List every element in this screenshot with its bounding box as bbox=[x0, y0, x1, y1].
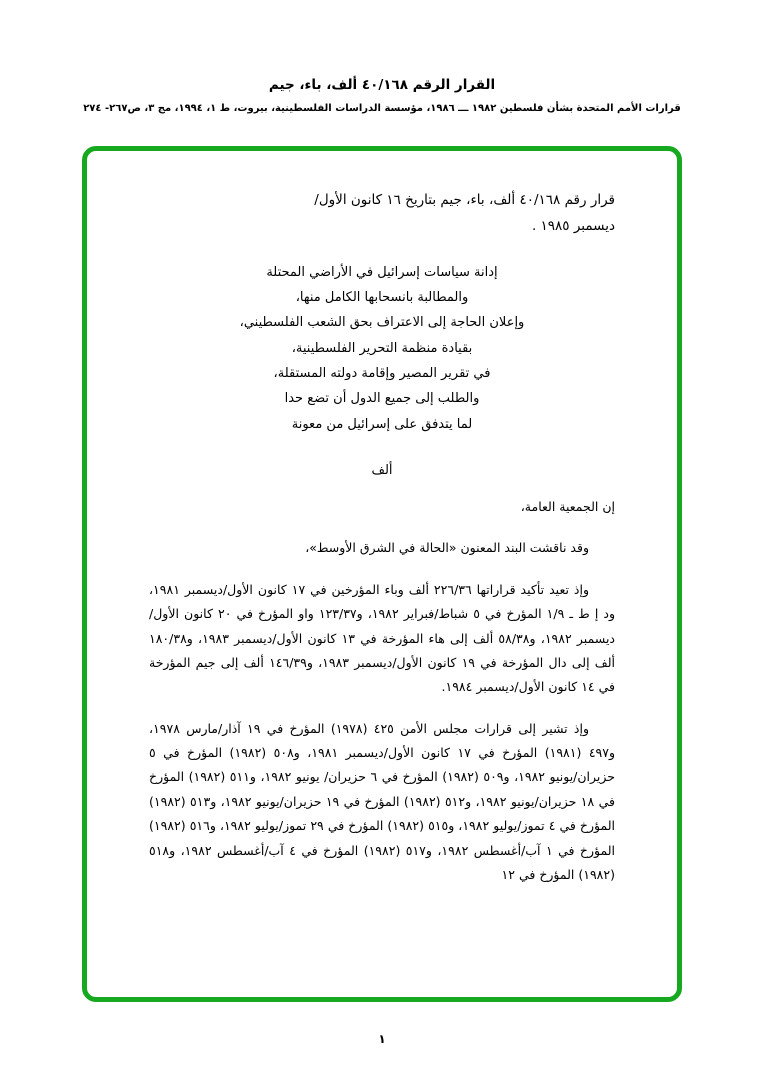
source-citation: قرارات الأمم المتحدة بشأن فلسطين ١٩٨٢ ـــ ١٩٨٦، مؤسسة الدراسات الفلسطينية، بيروت، ط ١، ١٩٩٤، مج ٣، ص٢٦٧- ٢٧٤ bbox=[83, 102, 681, 114]
subtitle-line: إدانة سياسات إسرائيل في الأراضي المحتلة bbox=[266, 264, 498, 280]
content-frame bbox=[82, 146, 682, 1002]
subtitle-line: وإعلان الحاجة إلى الاعتراف بحق الشعب الفلسطيني، bbox=[239, 315, 525, 331]
paragraph-reaffirming-resolutions: وإذ تعيد تأكيد قراراتها ٢٢٦/٣٦ ألف وباء المؤرخين في ١٧ كانون الأول/ديسمبر ١٩٨١، ود إ ط ـ ١/٩ المؤرخ في ٥ شباط/فبراير ١٩٨٢، و١٢٣/٣٧ واو المؤرخ في ٢٠ كانون الأول/ديسمبر ١٩٨٢، و٥٨/٣٨ ألف إلى هاء المؤرخة في ١٣ كانون الأول/ديسمبر ١٩٨٣، و١٨٠/٣٨ ألف إلى دال المؤرخة في ١٩ كانون الأول/ديسمبر ١٩٨٣، و١٤٦/٣٩ ألف إلى جيم المؤرخة في ١٤ كانون الأول/ديسمبر ١٩٨٤. bbox=[149, 581, 615, 695]
content-body bbox=[87, 151, 677, 907]
paragraph-discussed-item: وقد ناقشت البند المعنون «الحالة في الشرق الأوسط»، bbox=[305, 540, 589, 556]
section-letter-alef: ألف bbox=[371, 463, 393, 479]
resolution-heading-line-2: ديسمبر ١٩٨٥ . bbox=[531, 218, 615, 235]
subtitle-line: لما يتدفق على إسرائيل من معونة bbox=[291, 416, 473, 432]
subtitle-line: والمطالبة بانسحابها الكامل منها، bbox=[295, 289, 469, 305]
paragraph-preamble-opening: إن الجمعية العامة، bbox=[520, 499, 615, 515]
page-title: القرار الرقم ٤٠/١٦٨ ألف، باء، جيم bbox=[268, 77, 496, 93]
subtitle-line: في تقرير المصير وإقامة دولته المستقلة، bbox=[273, 366, 491, 381]
subtitle-line: بقيادة منظمة التحرير الفلسطينية، bbox=[291, 340, 473, 356]
subtitle-line: والطلب إلى جميع الدول أن تضع حدا bbox=[284, 391, 480, 407]
paragraph-recalling-security-council: وإذ تشير إلى قرارات مجلس الأمن ٤٢٥ (١٩٧٨) المؤرخ في ١٩ آذار/مارس ١٩٧٨، و٤٩٧ (١٩٨١) المؤرخ في ١٧ كانون الأول/ديسمبر ١٩٨١، و٥٠٨ (١٩٨٢) المؤرخ في ٥ حزيران/يونيو ١٩٨٢، و٥٠٩ (١٩٨٢) المؤرخ في ٦ حزيران/ يونيو ١٩٨٢، و٥١١ (١٩٨٢) المؤرخ في ١٨ حزيران/يونيو ١٩٨٢، و٥١٢ (١٩٨٢) المؤرخ في ١٩ حزيران/يونيو ١٩٨٢، و٥١٣ (١٩٨٢) المؤرخ في ٤ تموز/يوليو ١٩٨٢، و٥١٥ (١٩٨٢) المؤرخ في ٢٩ تموز/يوليو ١٩٨٢، و٥١٦ (١٩٨٢) المؤرخ في ١ آب/أغسطس ١٩٨٢، و٥١٧ (١٩٨٢) المؤرخ في ٤ آب/أغسطس ١٩٨٢، و٥١٨ (١٩٨٢) المؤرخ في ١٢ bbox=[149, 720, 616, 882]
resolution-heading-line-1: قرار رقم ٤٠/١٦٨ ألف، باء، جيم بتاريخ ١٦ كانون الأول/ bbox=[314, 192, 615, 208]
document-header bbox=[0, 0, 764, 116]
resolution-subtitle bbox=[149, 260, 615, 437]
page-number: ١ bbox=[378, 1032, 386, 1046]
